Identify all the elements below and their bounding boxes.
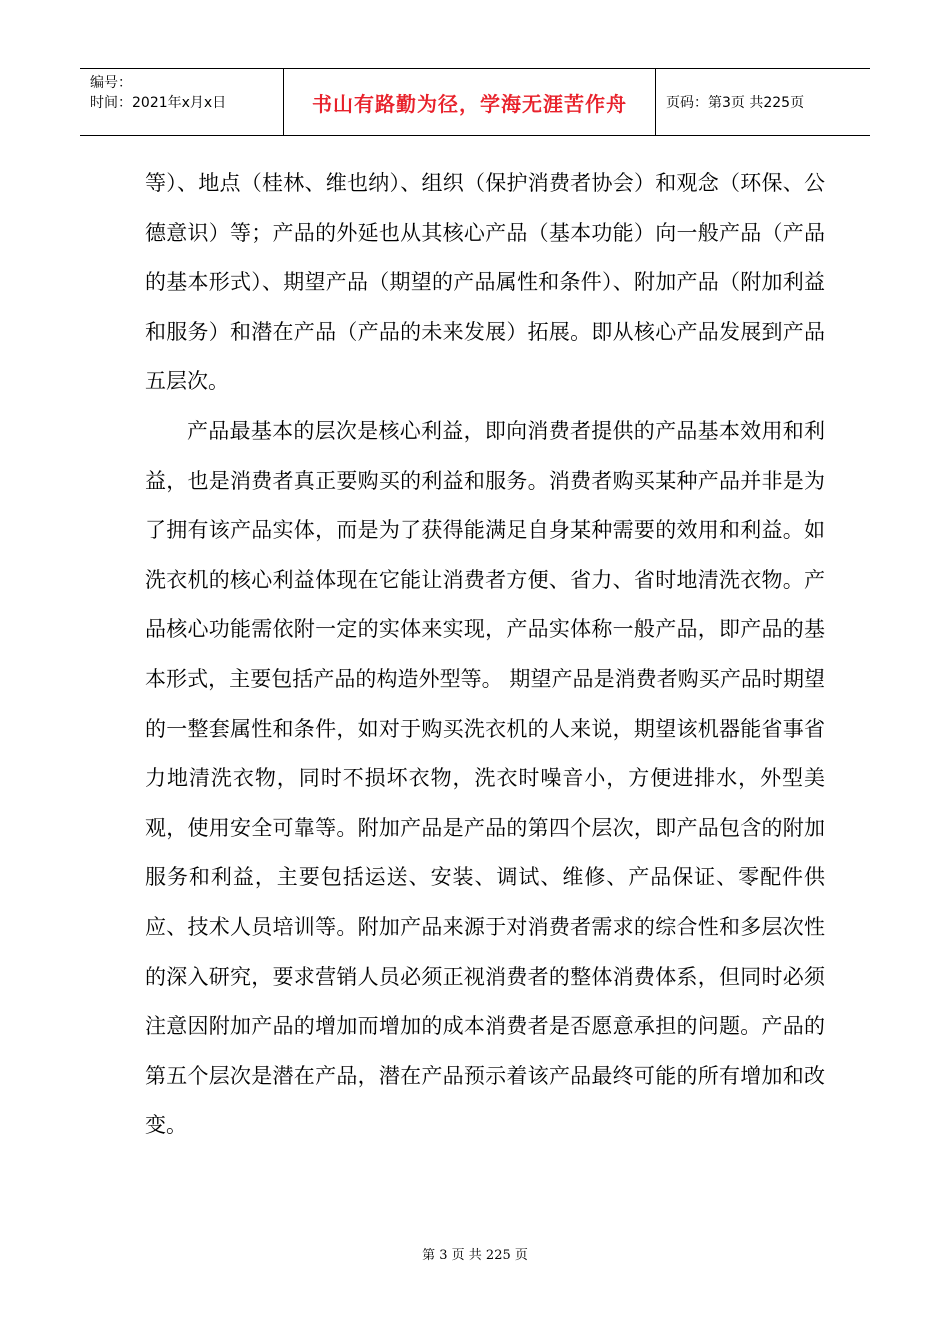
body-paragraph: 产品最基本的层次是核心利益，即向消费者提供的产品基本效用和利益，也是消费者真正要购买的利益和服务。消费者购买某种产品并非是为了拥有该产品实体，而是为了获得能满足自身某种需要的效用和利益。如洗衣机的核心利益体现在它能让消费者方便、省力、省时地清洗衣物。产品核心功能需依附一定的实体来实现，产品实体称一般产品，即产品的基本形式，主要包括产品的构造外型等。 期望产品是消费者购买产品时期望的一整套属性和条件，如对于购买洗衣机的人来说，期望该机器能省事省力地清洗衣物，同时不损坏衣物，洗衣时噪音小，方便进排水，外型美观，使用安全可靠等。附加产品是产品的第四个层次，即产品包含的附加服务和利益，主要包括运送、安装、调试、维修、产品保证、零配件供应、技术人员培训等。附加产品来源于对消费者需求的综合性和多层次性的深入研究，要求营销人员必须正视消费者的整体消费体系，但同时必须注意因附加产品的增加而增加的成本消费者是否愿意承担的问题。产品的第五个层次是潜在产品，潜在产品预示着该产品最终可能的所有增加和改变。 xyxy=(145,418,825,1138)
header-motto: 书山有路勤为径，学海无涯苦作舟 xyxy=(283,69,656,135)
document-body xyxy=(145,159,825,1151)
body-paragraph: 等）、地点（桂林、维也纳）、组织（保护消费者协会）和观念（环保、公德意识）等；产品的外延也从其核心产品（基本功能）向一般产品（产品的基本形式）、期望产品（期望的产品属性和条件）、附加产品（附加利益和服务）和潜在产品（产品的未来发展）拓展。即从核心产品发展到产品五层次。 xyxy=(145,171,825,394)
page-header xyxy=(80,68,870,136)
page-footer: 第 3 页 共 225 页 xyxy=(422,1248,528,1263)
header-meta xyxy=(80,69,283,135)
document-date: 时间：2021年x月x日 xyxy=(90,95,227,111)
header-page-info: 页码：第3页 共225页 xyxy=(666,95,805,111)
document-number-label: 编号： xyxy=(90,75,132,91)
